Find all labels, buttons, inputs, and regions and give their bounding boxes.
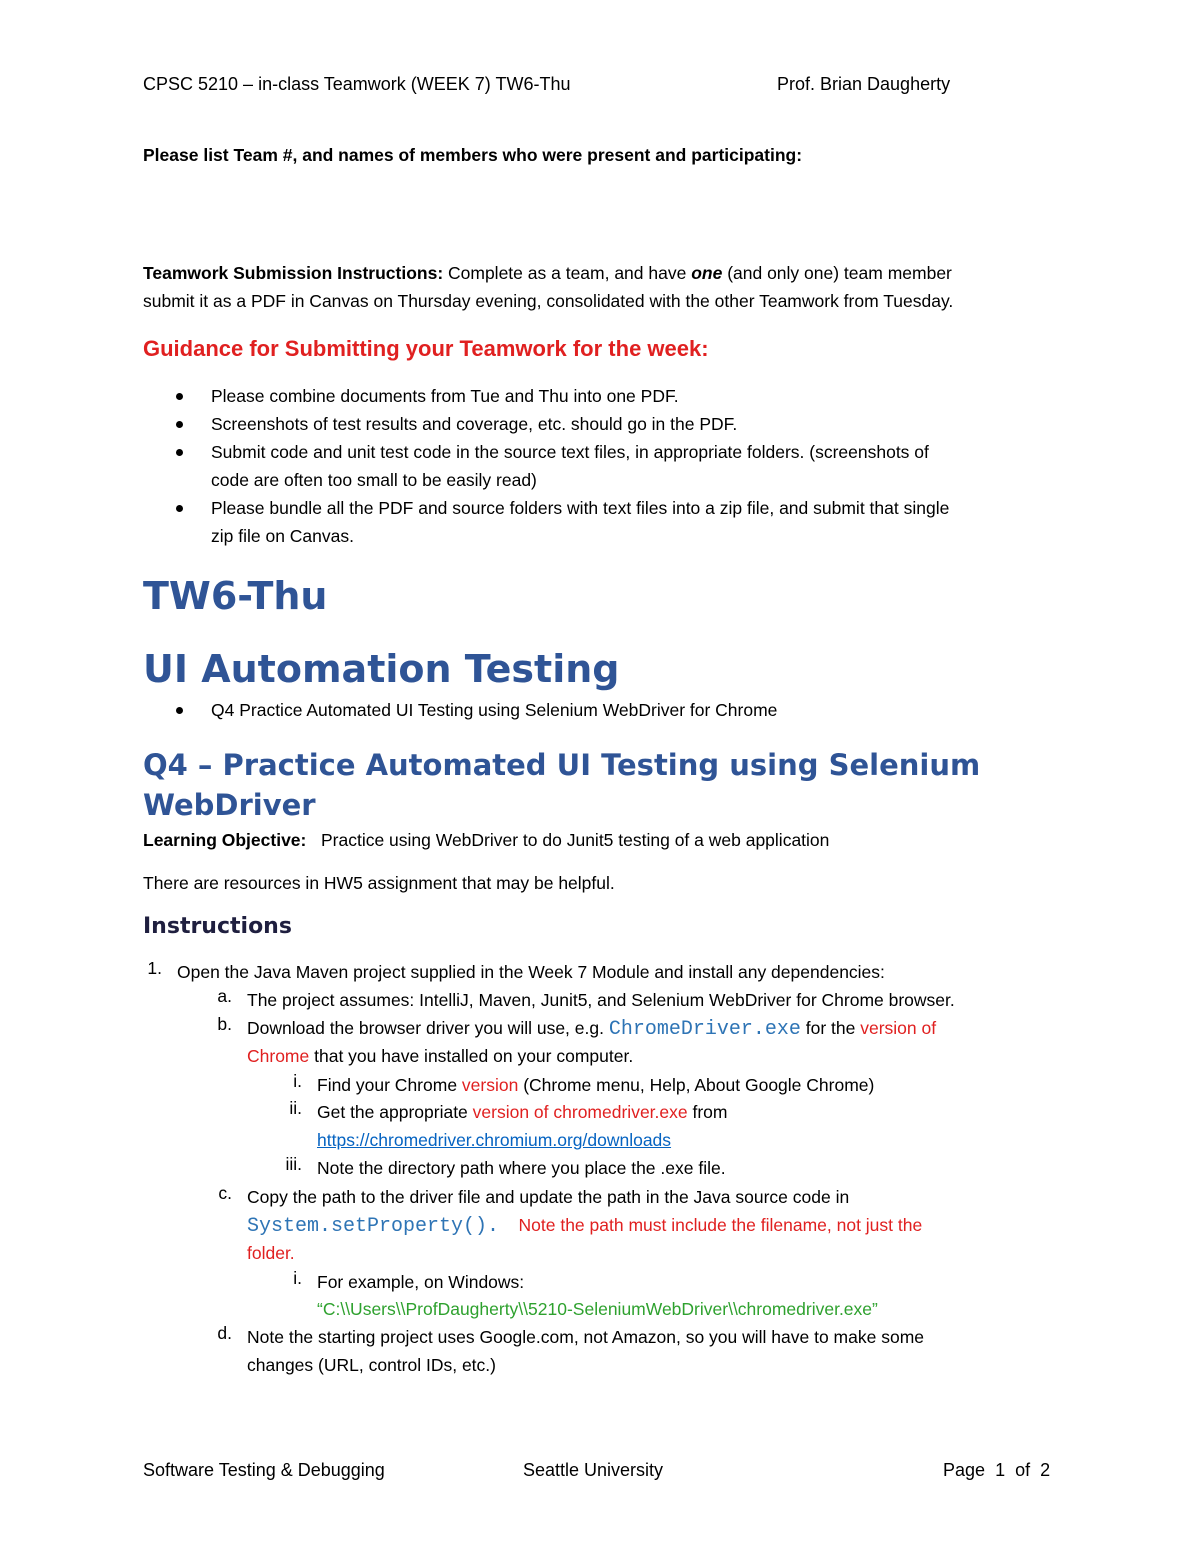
- step-marker: 1.: [147, 958, 162, 978]
- step-c-line1: Copy the path to the driver file and update the path in the Java source code in: [247, 1187, 850, 1207]
- q4-heading-line1: Q4 – Practice Automated UI Testing using Selenium: [143, 748, 981, 782]
- bullet-icon: [176, 707, 183, 714]
- guidance-item: Screenshots of test results and coverage, etc. should go in the PDF.: [211, 414, 738, 434]
- step-b-ii-pre: Get the appropriate: [317, 1102, 473, 1122]
- guidance-item-cont: zip file on Canvas.: [211, 526, 354, 546]
- step-b-i-red: version: [461, 1075, 519, 1095]
- objective-text: Practice using WebDriver to do Junit5 testing of a web application: [320, 830, 830, 850]
- step-c-line2: [247, 1211, 922, 1241]
- bullet-icon: [176, 449, 183, 456]
- step-marker: iii.: [285, 1154, 302, 1174]
- step-1: Open the Java Maven project supplied in the Week 7 Module and install any dependencies:: [177, 962, 885, 982]
- instructions-heading: Instructions: [143, 914, 292, 939]
- submission-emph: one: [691, 263, 723, 283]
- guidance-title: Guidance for Submitting your Teamwork for the week:: [143, 336, 709, 361]
- guidance-item-cont: code are often too small to be easily read): [211, 470, 537, 490]
- bullet-icon: [176, 505, 183, 512]
- step-b-red: version of: [860, 1018, 937, 1038]
- step-marker: i.: [293, 1268, 302, 1288]
- guidance-item: Please bundle all the PDF and source folders with text files into a zip file, and submit that single: [211, 498, 950, 518]
- footer-page: [943, 1460, 1050, 1481]
- step-b-ii: [317, 1098, 728, 1126]
- step-c-code: System.setProperty().: [247, 1215, 500, 1238]
- submission-line2: submit it as a PDF in Canvas on Thursday evening, consolidated with the other Teamwork from Tuesday.: [143, 291, 954, 311]
- page-of: of: [1015, 1460, 1031, 1480]
- step-b-line2: [247, 1042, 633, 1070]
- submission-label: Teamwork Submission Instructions:: [143, 263, 444, 283]
- step-marker: ii.: [289, 1098, 302, 1118]
- page-number: 1: [995, 1460, 1006, 1480]
- step-b-i: [317, 1071, 874, 1099]
- step-marker: a.: [217, 986, 232, 1006]
- step-a: The project assumes: IntelliJ, Maven, Junit5, and Selenium WebDriver for Chrome browser.: [247, 990, 955, 1010]
- submission-line1: [143, 259, 952, 287]
- doc-subtitle: UI Automation Testing: [143, 647, 620, 691]
- objective-line: [143, 826, 829, 854]
- guidance-item: Please combine documents from Tue and Thu into one PDF.: [211, 386, 679, 406]
- header-instructor: Prof. Brian Daugherty: [777, 74, 951, 94]
- footer-course: Software Testing & Debugging: [143, 1460, 385, 1480]
- step-c-red: Note the path must include the filename, not just the: [518, 1215, 923, 1235]
- doc-title: TW6-Thu: [143, 574, 328, 618]
- submission-text1: Complete as a team, and have: [443, 263, 692, 283]
- chromedriver-link[interactable]: https://chromedriver.chromium.org/downloads: [317, 1130, 672, 1150]
- step-b-mid: for the: [800, 1018, 861, 1038]
- bullet-icon: [176, 421, 183, 428]
- submission-text2: (and only one) team member: [722, 263, 952, 283]
- step-b-line2-red: Chrome: [247, 1046, 310, 1066]
- step-b-iii: Note the directory path where you place the .exe file.: [317, 1158, 726, 1178]
- toc-item: Q4 Practice Automated UI Testing using Selenium WebDriver for Chrome: [211, 700, 778, 720]
- step-c-i: For example, on Windows:: [317, 1272, 525, 1292]
- step-marker: c.: [218, 1183, 232, 1203]
- step-marker: i.: [293, 1071, 302, 1091]
- header-course: CPSC 5210 – in-class Teamwork (WEEK 7) TW6-Thu: [143, 74, 571, 94]
- step-c-line3: folder.: [247, 1243, 295, 1263]
- step-b-i-post: (Chrome menu, Help, About Google Chrome): [518, 1075, 875, 1095]
- path-example: “C:\\Users\\ProfDaugherty\\5210-SeleniumWebDriver\\chromedriver.exe”: [317, 1299, 878, 1319]
- step-marker: b.: [217, 1014, 232, 1034]
- step-d-line1: Note the starting project uses Google.com, not Amazon, so you will have to make some: [247, 1327, 925, 1347]
- step-b-ii-post: from: [687, 1102, 728, 1122]
- step-b-line2-text: that you have installed on your computer.: [309, 1046, 634, 1066]
- step-b-line1: [247, 1014, 936, 1044]
- guidance-item: Submit code and unit test code in the source text files, in appropriate folders. (screenshots of: [211, 442, 929, 462]
- resources-note: There are resources in HW5 assignment that may be helpful.: [143, 873, 615, 893]
- page-total: 2: [1040, 1460, 1051, 1480]
- step-b-pre: Download the browser driver you will use, e.g.: [247, 1018, 609, 1038]
- step-marker: d.: [217, 1323, 232, 1343]
- step-d-line2: changes (URL, control IDs, etc.): [247, 1355, 496, 1375]
- step-b-code: ChromeDriver.exe: [608, 1018, 801, 1041]
- objective-label: Learning Objective:: [143, 830, 307, 850]
- page-label: Page: [943, 1460, 986, 1480]
- bullet-icon: [176, 393, 183, 400]
- q4-heading-line2: WebDriver: [143, 788, 316, 822]
- footer-school: Seattle University: [523, 1460, 664, 1480]
- step-b-ii-red: version of chromedriver.exe: [472, 1102, 688, 1122]
- team-prompt: Please list Team #, and names of members who were present and participating:: [143, 145, 803, 165]
- step-b-i-pre: Find your Chrome: [317, 1075, 462, 1095]
